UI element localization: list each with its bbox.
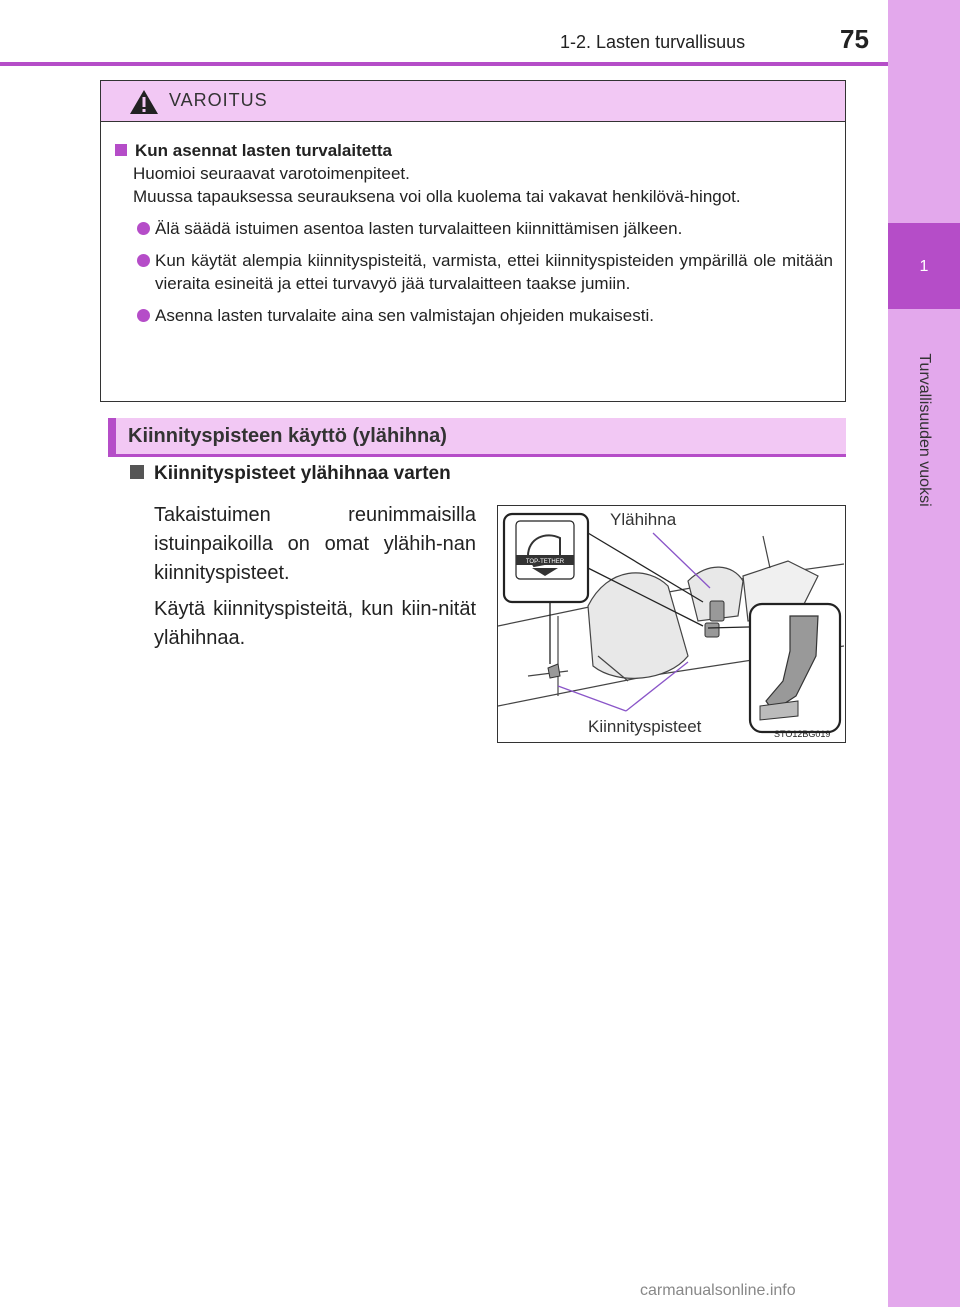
chapter-sidebar — [888, 0, 960, 1307]
svg-text:TOP-TETHER: TOP-TETHER — [525, 559, 565, 565]
body-paragraph-1: Takaistuimen reunimmaisilla istuinpaikoilla on omat ylähih-nan kiinnityspisteet. — [154, 504, 476, 584]
warning-intro-1: Huomioi seuraavat varotoimenpiteet. — [133, 164, 410, 183]
section-heading — [108, 418, 846, 457]
chapter-title: Turvallisuuden vuoksi — [916, 353, 933, 507]
body-paragraph-2: Käytä kiinnityspisteitä, kun kiin-nität ylähihnaa. — [154, 598, 476, 649]
page-number: 75 — [840, 24, 869, 54]
warning-subheading: Kun asennat lasten turvalaitetta — [115, 139, 833, 162]
warning-bullet: Älä säädä istuimen asentoa lasten turvalaitteen kiinnittämisen jälkeen. — [115, 217, 833, 240]
bullet-dot-icon — [137, 222, 150, 235]
figure-code: STO12BG019 — [774, 729, 831, 739]
figure-label-top-tether: Ylähihna — [610, 510, 677, 529]
chapter-number: 1 — [919, 258, 929, 275]
bullet-dot-icon — [137, 309, 150, 322]
warning-triangle-icon — [129, 89, 159, 115]
subheading: Kiinnityspisteet ylähihnaa varten — [130, 463, 451, 485]
warning-label: VAROITUS — [169, 90, 268, 110]
section-title: 1-2. Lasten turvallisuus — [560, 32, 746, 52]
warning-header — [101, 81, 845, 122]
figure-label-anchor-points: Kiinnityspisteet — [588, 717, 702, 736]
section-heading-bar — [108, 418, 116, 457]
warning-body — [101, 121, 845, 327]
warning-bullet: Kun käytät alempia kiinnityspisteitä, varmista, ettei kiinnityspisteiden ympärillä ole mitään vieraita esineitä ja ettei turvavyö jää turvalaitteen taakse jumiin. — [115, 249, 833, 295]
warning-intro-2: Muussa tapauksessa seurauksena voi olla kuolema tai vakavat henkilövä-hingot. — [133, 187, 741, 206]
square-bullet-icon — [130, 465, 144, 479]
warning-bullet: Asenna lasten turvalaite aina sen valmistajan ohjeiden mukaisesti. — [115, 304, 833, 327]
bullet-dot-icon — [137, 254, 150, 267]
watermark: carmanualsonline.info — [640, 1282, 796, 1299]
tether-figure — [497, 505, 846, 743]
section-heading-text: Kiinnityspisteen käyttö (ylähihna) — [128, 425, 447, 447]
warning-box — [100, 80, 846, 402]
square-bullet-icon — [115, 144, 127, 156]
car-interior-illustration — [498, 506, 844, 741]
header-rule — [0, 62, 888, 66]
